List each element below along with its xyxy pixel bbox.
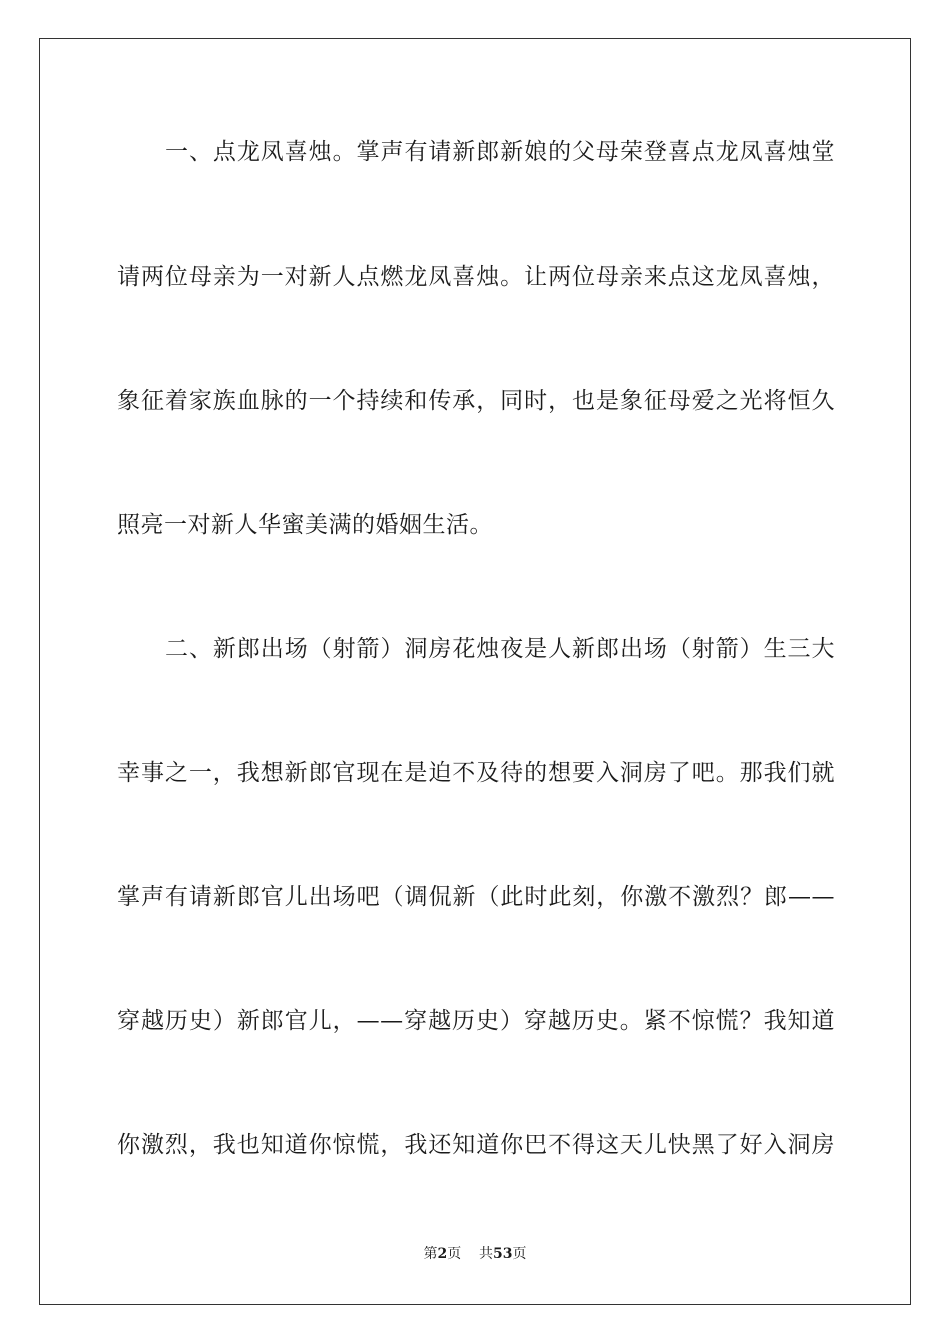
paragraph-1-line-1: 一、点龙凤喜烛。掌声有请新郎新娘的父母荣登喜点龙凤喜烛堂 (165, 139, 835, 165)
paragraph-2-line-3: 掌声有请新郎官儿出场吧（调侃新（此时此刻，你激不激烈？郎—— (117, 884, 835, 910)
total-prefix: 共 (479, 1246, 494, 1262)
paragraph-2-line-4: 穿越历史）新郎官儿，——穿越历史）穿越历史。紧不惊慌？我知道 (117, 1008, 835, 1034)
page-footer (0, 1244, 950, 1264)
total-pages: 53 (493, 1246, 513, 1262)
total-suffix: 页 (512, 1246, 527, 1262)
paragraph-1-line-2: 请两位母亲为一对新人点燃龙凤喜烛。让两位母亲来点这龙凤喜烛， (117, 264, 835, 290)
paragraph-2-line-1: 二、新郎出场（射箭）洞房花烛夜是人新郎出场（射箭）生三大 (165, 636, 835, 662)
page-suffix: 页 (447, 1246, 462, 1262)
page-number: 2 (437, 1246, 448, 1262)
page-prefix: 第 (423, 1246, 438, 1262)
paragraph-1-line-4: 照亮一对新人华蜜美满的婚姻生活。 (117, 512, 493, 538)
paragraph-1-line-3: 象征着家族血脉的一个持续和传承，同时，也是象征母爱之光将恒久 (117, 388, 835, 414)
paragraph-2-line-2: 幸事之一，我想新郎官现在是迫不及待的想要入洞房了吧。那我们就 (117, 760, 835, 786)
paragraph-2-line-5: 你激烈，我也知道你惊慌，我还知道你巴不得这天儿快黑了好入洞房 (117, 1132, 835, 1158)
page-border (39, 38, 911, 1305)
